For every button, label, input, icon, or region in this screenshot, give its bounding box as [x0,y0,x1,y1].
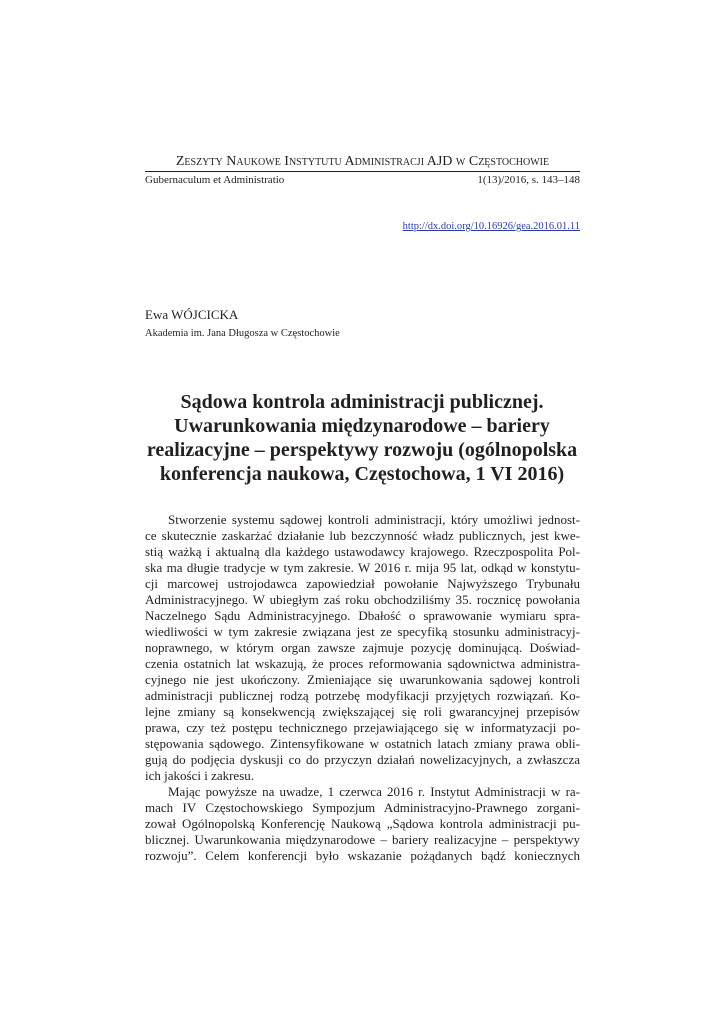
body-line: cji marcowej ustrojodawca zapowiedział powołanie Najwyższego Trybunału [145,576,580,591]
journal-title: Zeszyty Naukowe Instytutu Administracji AJD w Częstochowie [175,154,550,169]
body-line: ska ma długie tradycje w tym zakresie. W 2016 r. mija 95 lat, odkąd w konstytu- [145,560,580,575]
issue-pages: 1(13)/2016, s. 143–148 [477,174,580,186]
body-line: prawa, czy też postępu technicznego przejawiającego się w informatyzacji po- [145,720,580,735]
body-paragraph [145,512,580,784]
header-rule [145,171,580,172]
article-title-line: Sądowa kontrola administracji publicznej. [180,391,544,413]
body-line: stią ważką i aktualną dla każdego ustawodawcy krajowego. Rzeczpospolita Pol- [145,544,580,559]
body-line: stępowania sądowego. Zintensyfikowane w ostatnich latach zmiany prawa obli- [145,736,580,751]
body-line: lejne zmiany są konsekwencją zwiększającej się roli gwarancyjnej przepisów [145,704,580,719]
body-line: ce skutecznie zaskarżać działanie lub bezczynność władz publicznych, jest kwe- [145,528,580,543]
body-line: zował Ogólnopolską Konferencję Naukową „Sądowa kontrola administracji pu- [145,816,580,831]
body-line: rozwoju”. Celem konferencji było wskazanie pożądanych bądź koniecznych [145,848,580,863]
body-text [145,512,580,864]
body-line: gują do podjęcia dyskusji co do przyczyn działań nowelizacyjnych, a zwłaszcza [145,752,580,767]
author-affiliation: Akademia im. Jana Długosza w Częstochowie [145,328,340,339]
body-line: noprawnego, w którym organ zawsze zajmuje pozycję dominującą. Doświad- [145,640,580,655]
article-title-line: konferencja naukowa, Częstochowa, 1 VI 2016) [159,463,565,485]
article-title-line: realizacyjne – perspektywy rozwoju (ogólnopolska [146,439,578,461]
body-line: Stworzenie systemu sądowej kontroli administracji, który umożliwi jednost- [168,512,580,527]
body-line: Naczelnego Sądu Administracyjnego. Dbałość o sprawowanie wymiaru spra- [145,608,580,623]
doi-link[interactable]: http://dx.doi.org/10.16926/gea.2016.01.11 [402,221,580,232]
body-line: cyjnego nie jest ukończony. Zmieniające się uwarunkowania sądowej kontroli [145,672,580,687]
article-title-line: Uwarunkowania międzynarodowe – bariery [174,415,550,437]
journal-series: Gubernaculum et Administratio [145,174,285,186]
body-line: czenia ostatnich lat wskazują, że proces reformowania sądownictwa administra- [145,656,580,671]
body-line: administracji publicznej rodzą potrzebę modyfikacji przyjętych rozwiązań. Ko- [145,688,580,703]
body-line: mach IV Częstochowskiego Sympozjum Administracyjno-Prawnego zorgani- [145,800,580,815]
body-line: blicznej. Uwarunkowania międzynarodowe – bariery realizacyjne – perspektywy [145,832,580,847]
body-line: Mając powyższe na uwadze, 1 czerwca 2016 r. Instytut Administracji w ra- [168,784,580,799]
body-line: Administracyjnego. W ubiegłym zaś roku obchodziliśmy 35. rocznicę powołania [145,592,580,607]
body-paragraph [145,784,580,864]
body-line: ich jakości i zakresu. [145,768,255,783]
article-title [0,390,724,486]
author-name: Ewa WÓJCICKA [145,307,239,322]
body-line: wiedliwości w tym zakresie związana jest ze specyfiką stosunku administracyj- [145,624,580,639]
